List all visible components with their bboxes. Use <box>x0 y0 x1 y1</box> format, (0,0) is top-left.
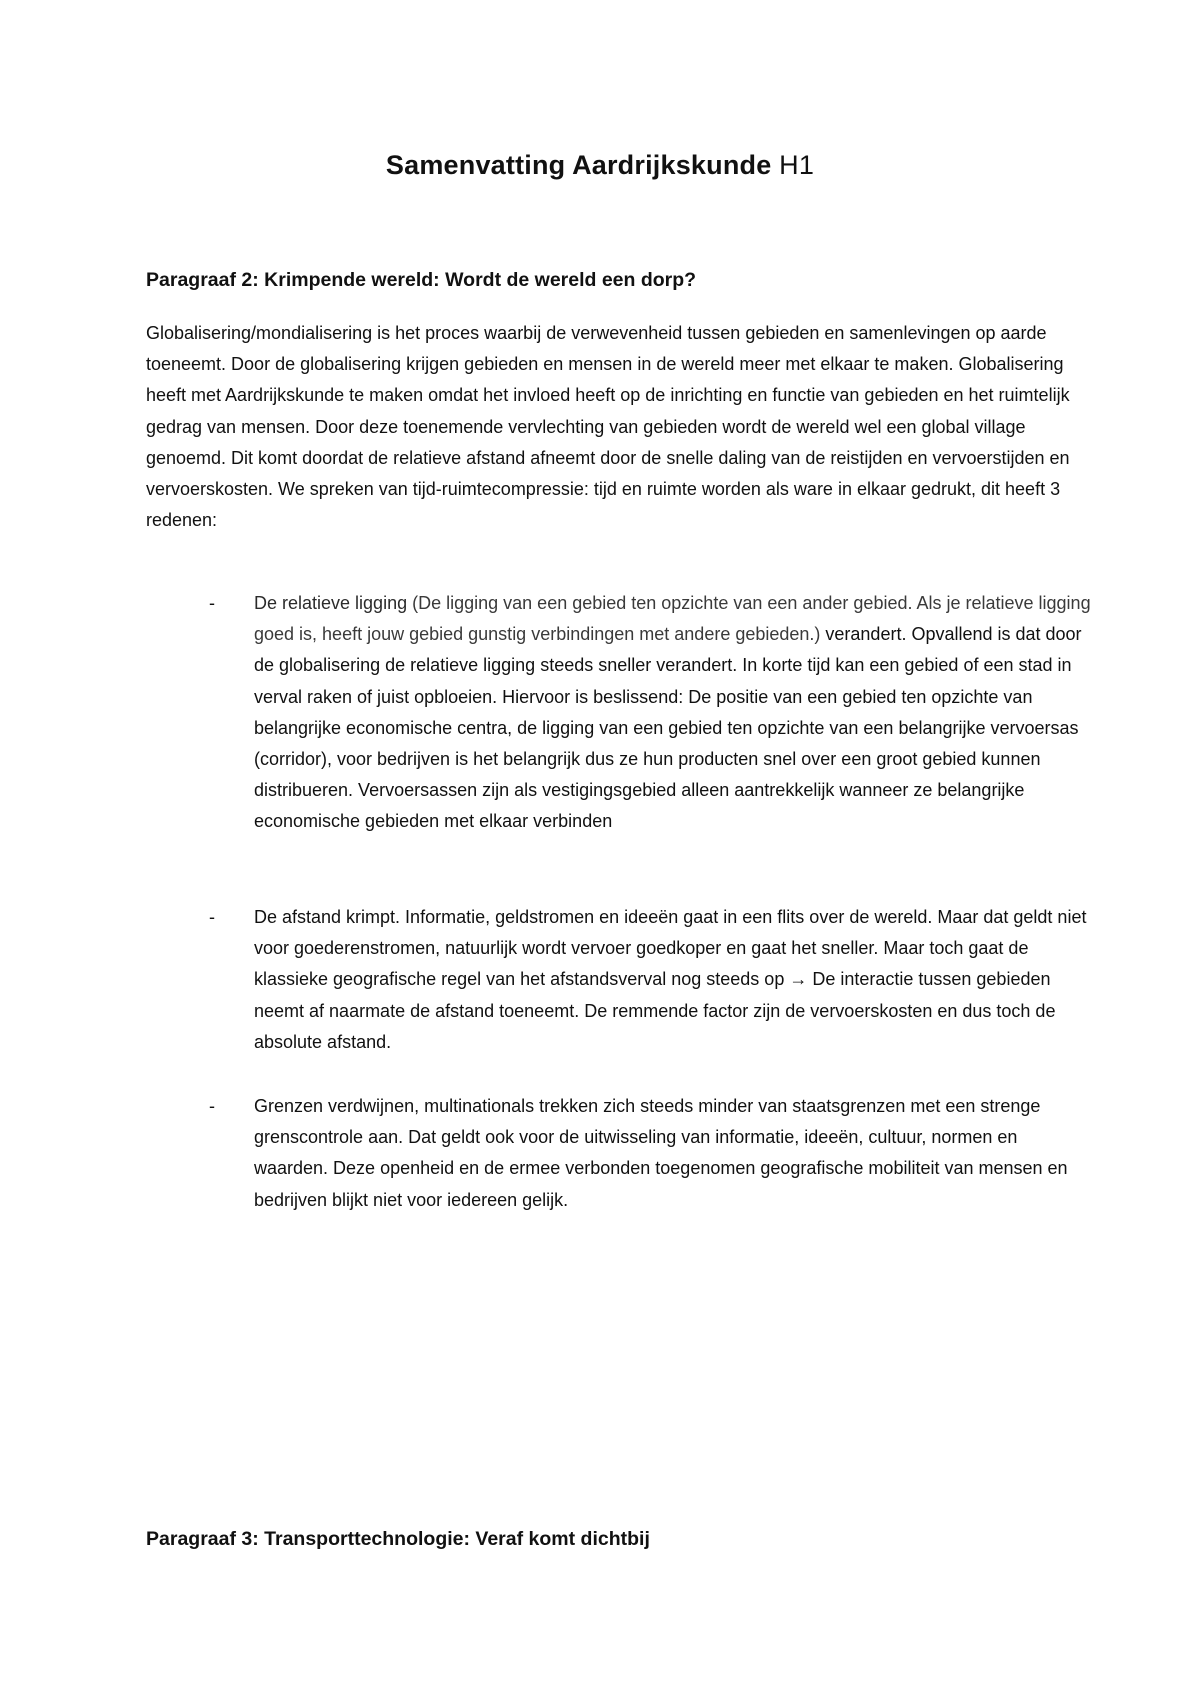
list-item-text: Grenzen verdwijnen, multinationals trekken zich steeds minder van staatsgrenzen met een strenge grenscontrole aan. Dat geldt ook voor de uitwisseling van informatie, ideeën, cultuur, normen en waarden. Deze openheid en de ermee verbonden toegenomen geografische mobiliteit van mensen en bedrijven blijkt niet voor iedereen gelijk. <box>254 1096 1068 1210</box>
intro-paragraph: Globalisering/mondialisering is het proces waarbij de verwevenheid tussen gebieden en samenlevingen op aarde toeneemt. Door de globalisering krijgen gebieden en mensen in de wereld meer met elkaar te maken. Globalisering heeft met Aardrijkskunde te maken omdat het invloed heeft op de inrichting en functie van gebieden en het ruimtelijk gedrag van mensen. Door deze toenemende vervlechting van gebieden wordt de wereld wel een global village genoemd. Dit komt doordat de relatieve afstand afneemt door de snelle daling van de reistijden en vervoerstijden en vervoerskosten. We spreken van tijd-ruimtecompressie: tijd en ruimte worden als ware in elkaar gedrukt, dit heeft 3 redenen: <box>146 323 1070 531</box>
bullet-dash: - <box>209 593 215 613</box>
section-heading-paragraaf-2: Paragraaf 2: Krimpende wereld: Wordt de wereld een dorp? <box>146 269 697 291</box>
document-title-main: Samenvatting Aardrijkskunde <box>385 150 772 180</box>
bullet-dash: - <box>209 1096 215 1116</box>
list-item-text <box>254 588 1094 838</box>
text-before-arrow: De afstand krimpt. Informatie, geldstromen en ideeën gaat in een flits over de wereld. Maar dat geldt niet voor goederenstromen, natuurlijk wordt vervoer goedkoper en gaat het sneller. Maar toch gaat de klassieke geografische regel van het afstandsverval nog steeds op <box>254 907 1087 990</box>
definition-relatieve-ligging: (De ligging van een gebied ten opzichte van een ander gebied. Als je relatieve ligging goed is, heeft jouw gebied gunstig verbindingen met andere gebieden.) <box>254 593 1091 645</box>
bullet-dash: - <box>209 907 215 927</box>
section-heading-paragraaf-3: Paragraaf 3: Transporttechnologie: Veraf komt dichtbij <box>146 1528 650 1550</box>
list-item-text <box>254 902 1094 1058</box>
term-relatieve-ligging: De relatieve ligging <box>254 593 408 613</box>
text-after-arrow: De interactie tussen gebieden neemt af naarmate de afstand toeneemt. De remmende factor zijn de vervoerskosten en dus toch de absolute afstand. <box>254 969 1056 1052</box>
document-title-suffix: H1 <box>779 150 815 180</box>
right-arrow-icon: → <box>789 969 808 990</box>
explanation-relatieve-ligging: verandert. Opvallend is dat door de globalisering de relatieve ligging steeds sneller verandert. In korte tijd kan een gebied of een stad in verval raken of juist opbloeien. Hiervoor is beslissend: De positie van een gebied ten opzichte van belangrijke economische centra, de ligging van een gebied ten opzichte van een belangrijke vervoersas (corridor), voor bedrijven is het belangrijk dus ze hun producten snel over een groot gebied kunnen distribueren. Vervoersassen zijn als vestigingsgebied alleen aantrekkelijk wanneer ze belangrijke economische gebieden met elkaar verbinden <box>254 624 1082 832</box>
